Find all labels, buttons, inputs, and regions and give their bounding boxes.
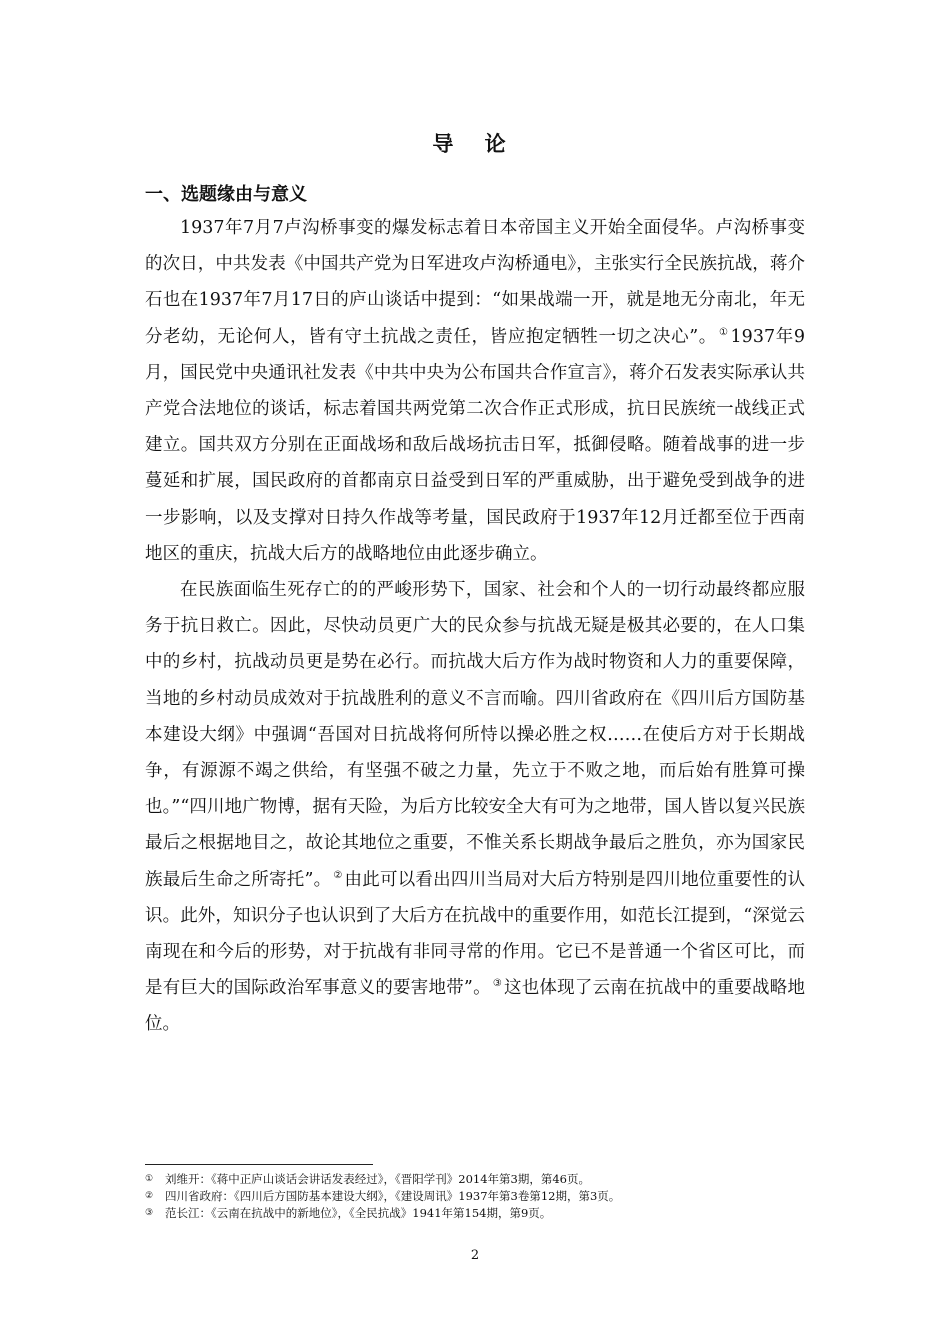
footnote-mark: ②	[145, 1191, 154, 1201]
footnote-ref-3[interactable]: ③	[492, 978, 502, 990]
paragraph-1-part-2: 1937年9月，国民党中央通讯社发表《中共中央为公布国共合作宣言》，蒋介石发表实际承认共产党合法地位的谈话，标志着国共两党第二次合作正式形成，抗日民族统一战线正式建立。国共双方分别在正面战场和敌后战场抗击日军，抵御侵略。随着战事的进一步蔓延和扩展，国民政府的首都南京日益受到日军的严重威胁，出于避免受到战争的进一步影响，以及支撑对日持久作战等考量，国民政府于1937年12月迁都至位于西南地区的重庆，抗战大后方的战略地位由此逐步确立。	[145, 326, 805, 564]
page-title: 导 论	[432, 132, 518, 156]
footnote-divider	[145, 1164, 373, 1165]
page-number: 2	[470, 1248, 480, 1263]
paragraph-2-part-3: 这也体现了云南在抗战中的重要战略地位。	[145, 978, 805, 1035]
body-text	[145, 210, 805, 1043]
footnote-mark: ③	[145, 1208, 154, 1218]
paragraph-2-part-1: 在民族面临生死存亡的的严峻形势下，国家、社会和个人的一切行动最终都应服务于抗日救亡。因此，尽快动员更广大的民众参与抗战无疑是极其必要的，在人口集中的乡村，抗战动员更是势在必行。而抗战大后方作为战时物资和人力的重要保障，当地的乡村动员成效对于抗战胜利的意义不言而喻。四川省政府在《四川后方国防基本建设大纲》中强调“吾国对日抗战将何所恃以操必胜之权……在使后方对于长期战争，有源源不竭之供给，有坚强不破之力量，先立于不败之地，而后始有胜算可操也。”“四川地广物博，据有天险，为后方比较安全大有可为之地带，国人皆以复兴民族最后之根据地目之，故论其地位之重要，不惟关系长期战争最后之胜负，亦为国家民族最后生命之所寄托”。	[145, 580, 805, 890]
footnote-mark: ①	[145, 1174, 154, 1184]
footnote-ref-1[interactable]: ①	[718, 326, 729, 338]
footnotes	[145, 1171, 805, 1222]
paragraph-2-part-2: 由此可以看出四川当局对大后方特别是四川地位重要性的认识。此外，知识分子也认识到了大后方在抗战中的重要作用，如范长江提到，“深觉云南现在和今后的形势，对于抗战有非同寻常的作用。它已不是普通一个省区可比，而是有巨大的国际政治军事意义的要害地带”。	[145, 869, 806, 999]
footnote-ref-2[interactable]: ②	[333, 869, 343, 881]
footnote-text: 刘维开：《蒋中正庐山谈话会讲话发表经过》，《晋阳学刊》2014年第3期，第46页。	[165, 1172, 590, 1186]
footnote-text: 范长江：《云南在抗战中的新地位》，《全民抗战》1941年第154期，第9页。	[165, 1206, 552, 1220]
footnote-text: 四川省政府：《四川后方国防基本建设大纲》，《建设周讯》1937年第3卷第12期，第3页。	[165, 1189, 621, 1203]
paragraph-2	[145, 572, 805, 1043]
footnote-2	[145, 1188, 805, 1205]
paragraph-1-part-1: 1937年7月7卢沟桥事变的爆发标志着日本帝国主义开始全面侵华。卢沟桥事变的次日，中共发表《中国共产党为日军进攻卢沟桥通电》，主张实行全民族抗战，蒋介石也在1937年7月17日的庐山谈话中提到：“如果战端一开，就是地无分南北，年无分老幼，无论何人，皆有守土抗战之责任，皆应抱定牺牲一切之决心”。	[145, 218, 805, 347]
section-heading: 一、选题缘由与意义	[145, 184, 307, 205]
footnote-3	[145, 1205, 805, 1222]
footnote-1	[145, 1171, 805, 1188]
paragraph-1	[145, 210, 805, 572]
